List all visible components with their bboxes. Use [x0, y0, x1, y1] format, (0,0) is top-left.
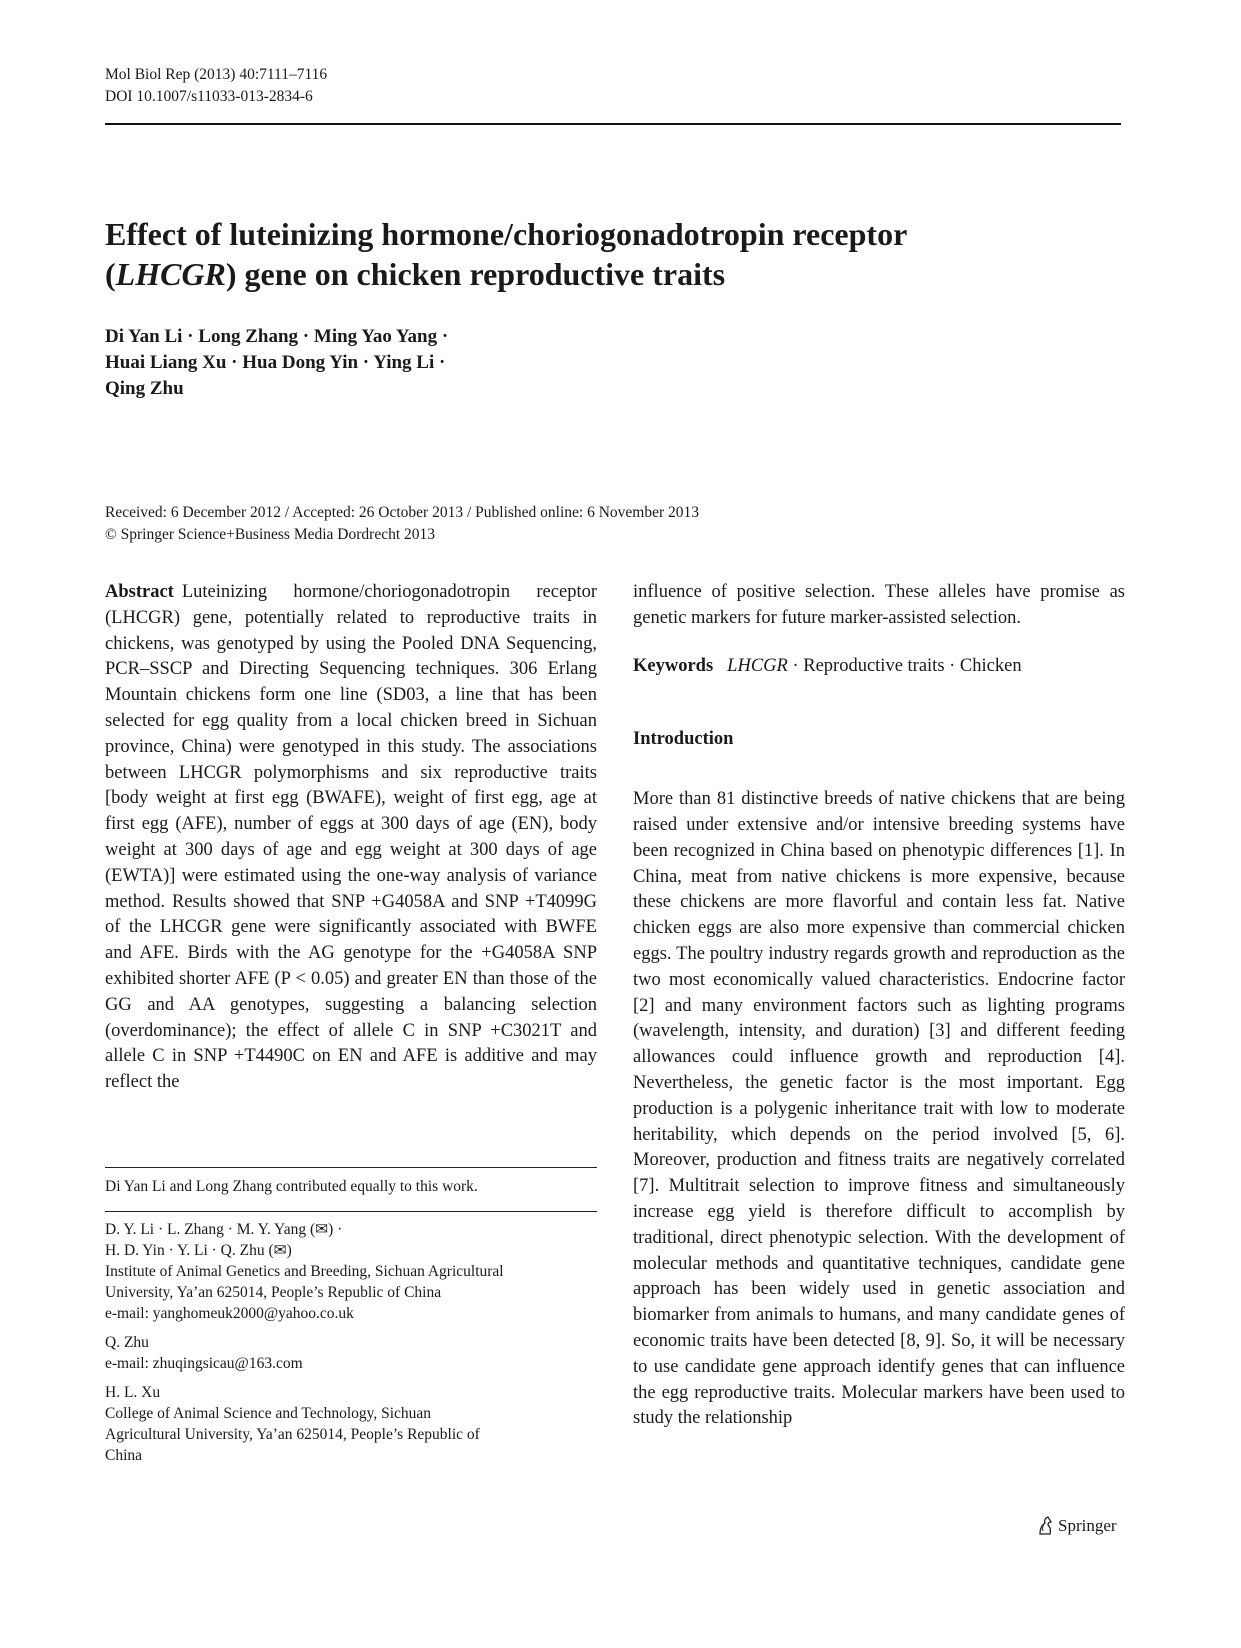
- affiliation-line: University, Ya’an 625014, People’s Republic of China: [105, 1284, 442, 1301]
- affiliation-line: H. D. Yin · Y. Li · Q. Zhu (✉): [105, 1242, 292, 1259]
- introduction-body: More than 81 distinctive breeds of native chickens that are being raised under extensive and/or intensive breeding systems have been recognized in China based on phenotypic differences [1]. In China, meat from native chickens is more expensive, because these chickens are more flavorful and contain less fat. Native chicken eggs are also more expensive than commercial chicken eggs. The poultry industry regards growth and reproduction as the two most economically valued characteristics. Endocrine factor [2] and many environment factors such as lighting programs (wavelength, intensity, and duration) [3] and different feeding allowances could influence growth and reproduction [4]. Nevertheless, the genetic factor is the most important. Egg production is a polygenic inheritance trait with low to moderate heritability, which depends on the period involved [5, 6]. Moreover, production and fitness traits are negatively correlated [7]. Multitrait selection to improve fitness and simultaneously increase egg yield is therefore difficult to accomplish by traditional, direct phenotypic selection. With the development of molecular methods and quantitative techniques, candidate gene approach has been widely used in genetic association and biomarker from animals to humans, and many candidate genes of economic traits have been detected [8, 9]. So, it will be necessary to use candidate gene approach identify genes that can influence the egg reproductive traits. Molecular markers have been used to study the relationship: [633, 789, 1125, 1429]
- affiliation-line: Institute of Animal Genetics and Breeding, Sichuan Agricultural: [105, 1263, 504, 1280]
- right-column: [633, 580, 1125, 1432]
- keyword-gene: LHCGR: [727, 655, 788, 676]
- keywords: [633, 654, 1125, 680]
- affiliation-email: e-mail: zhuqingsicau@163.com: [105, 1355, 303, 1372]
- affiliation-block-3: [105, 1382, 597, 1466]
- abstract: [105, 580, 597, 1096]
- abstract-body: Luteinizing hormone/choriogonadotropin receptor (LHCGR) gene, potentially related to reproductive traits in chickens, was genotyped by using the Pooled DNA Sequencing, PCR–SSCP and Directing Sequencing techniques. 306 Erlang Mountain chickens form one line (SD03, a line that has been selected for egg quality from a local chicken breed in Sichuan province, China) were genotyped in this study. The associations between LHCGR polymorphisms and six reproductive traits [body weight at first egg (BWAFE), weight of first egg, age at first egg (AFE), number of eggs at 300 days of age (EN), body weight at 300 days of age and egg weight at 300 days of age (EWTA)] were estimated using the one-way analysis of variance method. Results showed that SNP +G4058A and SNP +T4099G of the LHCGR gene were significantly associated with BWFE and AFE. Birds with the AG genotype for the +G4058A SNP exhibited shorter AFE (P < 0.05) and greater EN than those of the GG and AA genotypes, suggesting a balancing selection (overdominance); the effect of allele C in SNP +C3021T and allele C in SNP +T4490C on EN and AFE is additive and may reflect the: [105, 582, 597, 1093]
- footnote-rule: [105, 1211, 597, 1212]
- publisher-mark: [1036, 1516, 1117, 1536]
- springer-horse-icon: [1036, 1516, 1054, 1536]
- abstract-continuation: influence of positive selection. These alleles have promise as genetic markers for future marker-assisted selection.: [633, 582, 1125, 628]
- equal-contribution-note: Di Yan Li and Long Zhang contributed equally to this work.: [105, 1178, 478, 1195]
- affiliation-block-2: [105, 1332, 597, 1374]
- copyright-line: © Springer Science+Business Media Dordrecht 2013: [105, 526, 436, 543]
- journal-citation: Mol Biol Rep (2013) 40:7111–7116: [105, 66, 328, 83]
- paper-title: Effect of luteinizing hormone/choriogonadotropin receptor (LHCGR) gene on chicken reproductive traits: [105, 216, 908, 292]
- publication-dates: [105, 502, 1105, 546]
- authors-line-1: Di Yan Li · Long Zhang · Ming Yao Yang ·: [105, 326, 449, 347]
- header-rule: [105, 123, 1121, 125]
- title-line-2: gene on chicken reproductive traits: [236, 256, 726, 292]
- author-list: [105, 324, 805, 402]
- affiliation-line: China: [105, 1447, 143, 1464]
- publisher-name: Springer: [1058, 1516, 1117, 1535]
- affiliation-line: Q. Zhu: [105, 1334, 149, 1351]
- introduction-heading: Introduction: [633, 729, 734, 750]
- authors-line-2: Huai Liang Xu · Hua Dong Yin · Ying Li ·: [105, 352, 446, 373]
- affiliation-email: e-mail: yanghomeuk2000@yahoo.co.uk: [105, 1305, 354, 1322]
- doi: DOI 10.1007/s11033-013-2834-6: [105, 88, 313, 105]
- keywords-rest: · Reproductive traits · Chicken: [787, 655, 1022, 676]
- title-gene-name: LHCGR: [115, 256, 226, 292]
- affiliation-line: Agricultural University, Ya’an 625014, People’s Republic of: [105, 1426, 480, 1443]
- affiliation-line: D. Y. Li · L. Zhang · M. Y. Yang (✉) ·: [105, 1221, 343, 1238]
- journal-header: [105, 64, 327, 108]
- affiliation-line: College of Animal Science and Technology, Sichuan: [105, 1405, 432, 1422]
- footnote-rule: [105, 1167, 597, 1168]
- title-line-1: Effect of luteinizing hormone/choriogonadotropin receptor: [105, 216, 908, 252]
- received-accepted-line: Received: 6 December 2012 / Accepted: 26 October 2013 / Published online: 6 November 2013: [105, 504, 700, 521]
- authors-line-3: Qing Zhu: [105, 378, 184, 399]
- left-column: [105, 580, 597, 1096]
- keywords-label: Keywords: [633, 655, 714, 676]
- affiliation-line: H. L. Xu: [105, 1384, 161, 1401]
- affiliations: [105, 1219, 597, 1474]
- abstract-heading: Abstract: [105, 582, 174, 602]
- affiliation-block-1: [105, 1219, 597, 1324]
